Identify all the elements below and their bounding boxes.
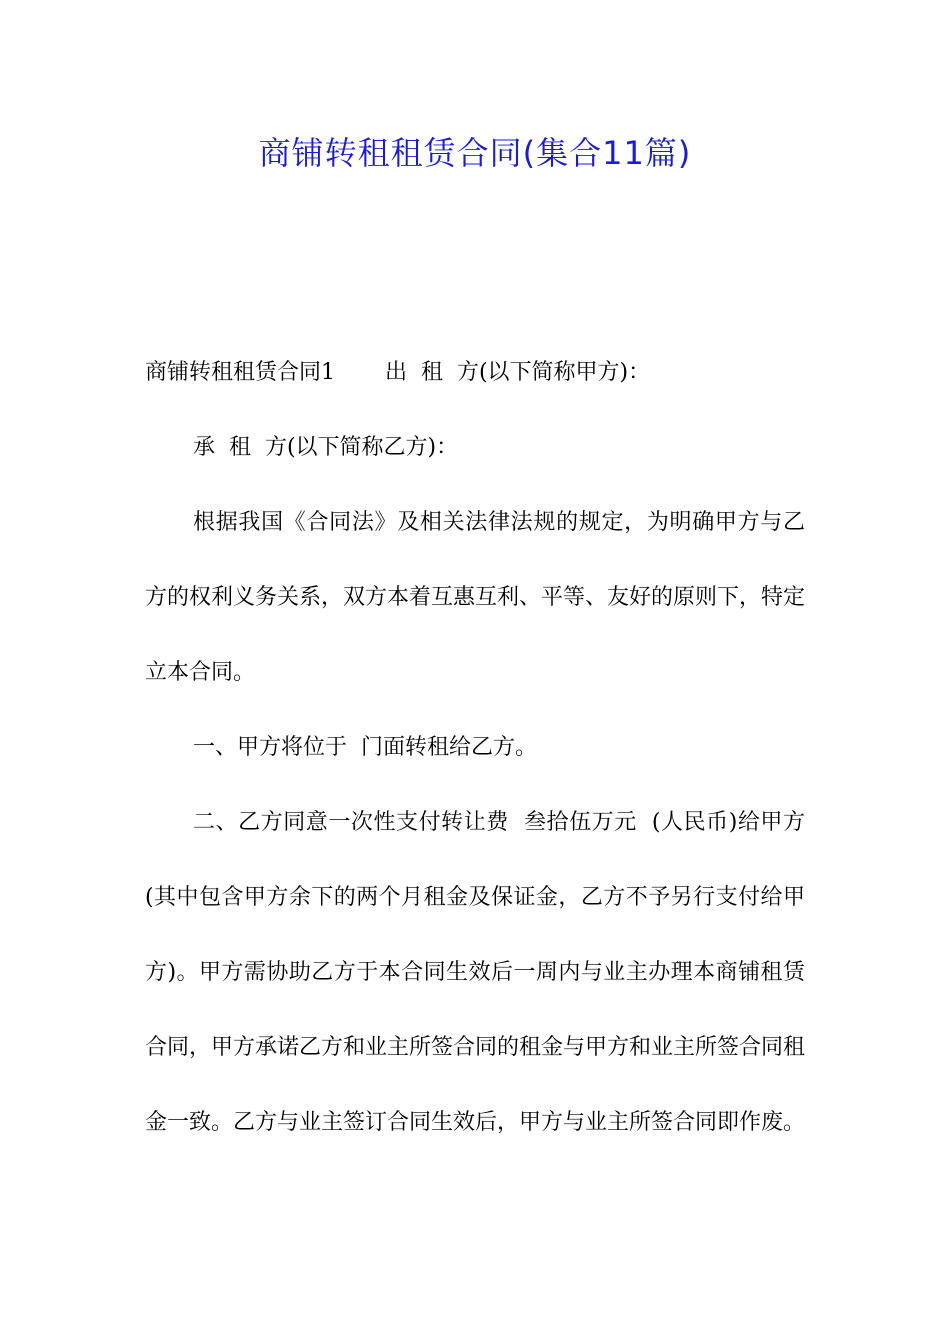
- paragraph-clause-2: 二、乙方同意一次性支付转让费 叁拾伍万元 (人民币)给甲方(其中包含甲方余下的两个月租金及保证金，乙方不予另行支付给甲方)。甲方需协助乙方于本合同生效后一周内与业主办理本商铺租赁合同，甲方承诺乙方和业主所签合同的租金与甲方和业主所签合同租金一致。乙方与业主签订合同生效后，甲方与业主所签合同即作废。: [145, 810, 806, 1135]
- lessor-line: 出 租 方(以下简称甲方)：: [385, 360, 651, 385]
- heading-line: [145, 335, 805, 410]
- document-title: 商铺转租租赁合同(集合11篇): [258, 134, 692, 172]
- contract-heading: 商铺转租租赁合同1: [145, 360, 335, 385]
- document-body: [145, 335, 805, 1160]
- paragraph-clause-1: 一、甲方将位于 门面转租给乙方。: [193, 735, 537, 760]
- paragraph-preamble: 根据我国《合同法》及相关法律法规的规定，为明确甲方与乙方的权利义务关系，双方本着互惠互利、平等、友好的原则下，特定立本合同。: [145, 510, 806, 685]
- lessee-line: 承 租 方(以下简称乙方)：: [193, 435, 459, 460]
